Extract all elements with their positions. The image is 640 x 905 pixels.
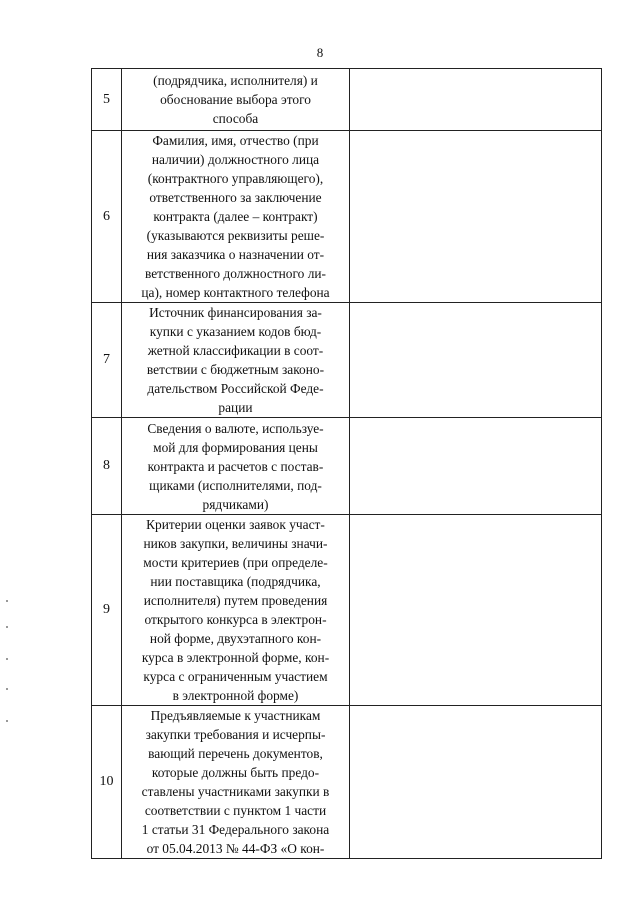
description-line: курса в электронной форме, кон-	[141, 650, 330, 665]
description-line: щиками (исполнителями, под-	[149, 477, 322, 493]
row-number: 8	[92, 418, 122, 515]
row-description	[122, 418, 350, 515]
description-line: соответствии с пунктом 1 части	[144, 803, 327, 818]
table-row	[92, 706, 602, 859]
description-line: рядчиками)	[202, 496, 269, 512]
description-line: рации	[218, 400, 253, 415]
description-line: открытого конкурса в электрон-	[144, 612, 327, 627]
procurement-info-table	[91, 68, 602, 859]
description-line: нии поставщика (подрядчика,	[150, 574, 321, 589]
description-line: ния заказчика о назначении от-	[146, 247, 325, 262]
row-value-cell	[350, 706, 602, 859]
margin-scan-marks	[6, 600, 10, 730]
description-line: ответственного за заключение	[149, 190, 322, 205]
row-value-cell	[350, 303, 602, 418]
description-line: контракта (далее – контракт)	[153, 209, 318, 224]
description-line: ца), номер контактного телефона	[141, 285, 330, 300]
description-line: наличии) должностного лица	[151, 152, 320, 167]
table-row	[92, 418, 602, 515]
row-number: 9	[92, 515, 122, 706]
row-description	[122, 706, 350, 859]
description-line: исполнителя) путем проведения	[143, 593, 328, 608]
description-line: ветственного должностного ли-	[144, 266, 327, 281]
row-value-cell	[350, 131, 602, 303]
description-line: купки с указанием кодов бюд-	[149, 324, 322, 339]
table-row	[92, 515, 602, 706]
row-description	[122, 303, 350, 418]
description-line: ной форме, двухэтапного кон-	[149, 631, 322, 646]
description-line: обоснование выбора этого	[160, 92, 311, 107]
description-line: мой для формирования цены	[153, 439, 318, 455]
row-description	[122, 69, 350, 131]
description-line: ставлены участниками закупки в	[141, 784, 330, 799]
description-line: контракта и расчетов с постав-	[147, 458, 324, 474]
table-row	[92, 303, 602, 418]
row-description	[122, 515, 350, 706]
row-value-cell	[350, 515, 602, 706]
description-line: (подрядчика, исполнителя) и	[153, 73, 318, 88]
table-row	[92, 69, 602, 131]
row-value-cell	[350, 69, 602, 131]
description-line: Критерии оценки заявок участ-	[146, 517, 325, 532]
page-number: 8	[316, 45, 324, 60]
description-line: Предъявляемые к участникам	[150, 708, 321, 723]
description-line: способа	[212, 111, 259, 126]
description-line: Источник финансирования за-	[149, 305, 322, 320]
description-line: Сведения о валюте, используе-	[147, 420, 324, 436]
description-line: Фамилия, имя, отчество (при	[152, 133, 319, 148]
description-line: ветствии с бюджетным законо-	[146, 362, 325, 377]
row-description	[122, 131, 350, 303]
description-line: ников закупки, величины значи-	[143, 536, 328, 551]
description-line: закупки требования и исчерпы-	[145, 727, 326, 742]
row-number: 10	[92, 706, 122, 859]
row-number: 5	[92, 69, 122, 131]
description-line: в электронной форме)	[172, 688, 299, 703]
table-row	[92, 131, 602, 303]
description-line: от 05.04.2013 № 44-ФЗ «О кон-	[146, 841, 325, 856]
description-line: которые должны быть предо-	[151, 765, 320, 780]
description-line: мости критериев (при определе-	[143, 555, 328, 570]
row-value-cell	[350, 418, 602, 515]
row-number: 7	[92, 303, 122, 418]
description-line: (контрактного управляющего),	[147, 171, 324, 186]
description-line: 1 статьи 31 Федерального закона	[141, 822, 330, 837]
description-line: (указываются реквизиты реше-	[146, 228, 325, 243]
description-line: вающий перечень документов,	[148, 746, 323, 761]
description-line: жетной классификации в соот-	[147, 343, 324, 358]
description-line: курса с ограниченным участием	[143, 669, 328, 684]
description-line: дательством Российской Феде-	[147, 381, 324, 396]
row-number: 6	[92, 131, 122, 303]
